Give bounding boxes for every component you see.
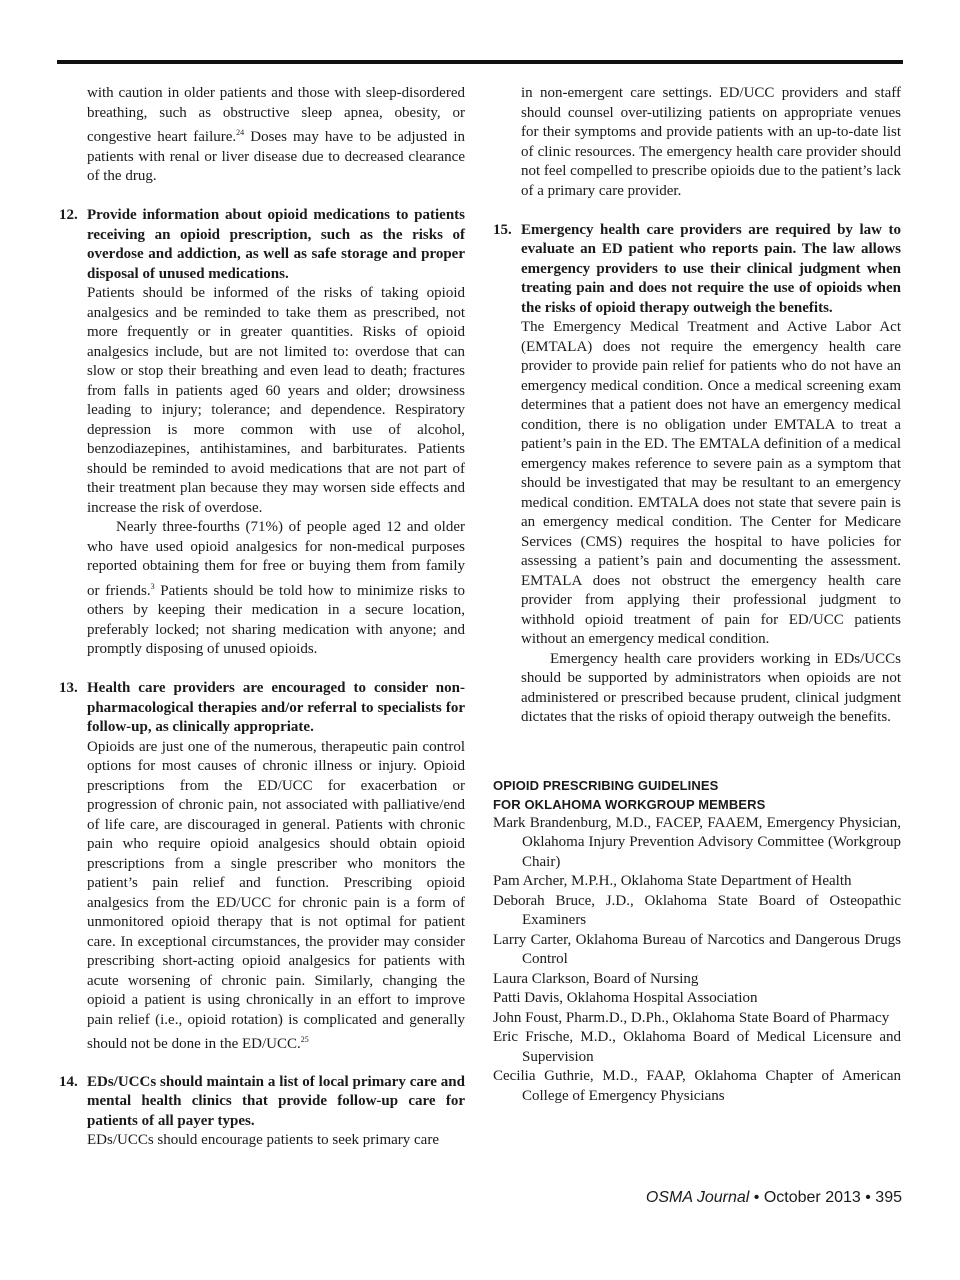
- journal-name: OSMA Journal: [645, 1189, 750, 1206]
- guideline-item-14: [59, 1073, 465, 1151]
- member-entry: Deborah Bruce, J.D., Oklahoma State Board of Osteopathic Examiners: [493, 892, 901, 928]
- item-heading: Health care providers are encouraged to consider non-pharmacological therapies and/or referral to specialists for follow-up, as clinically appropriate.: [87, 680, 465, 735]
- right-column: [493, 84, 901, 1106]
- left-column: [59, 84, 465, 1151]
- guideline-item-13: [59, 679, 465, 1055]
- section-title: OPIOID PRESCRIBING GUIDELINES: [493, 777, 719, 793]
- top-rule: [57, 60, 903, 64]
- continuation-tail: Doses may have to be adjusted in patients with renal or liver disease due to decreased clearance of the drug.: [87, 129, 465, 184]
- reference-superscript: 25: [300, 1035, 309, 1044]
- item-number: 12.: [59, 207, 78, 223]
- issue-date: October 2013: [763, 1189, 861, 1206]
- item11-continuation: [59, 84, 465, 187]
- item-heading: Provide information about opioid medications to patients receiving an opioid prescription, such as the risks of overdose and addiction, as well as safe storage and proper disposal of unused medications.: [87, 207, 465, 282]
- workgroup-section: [493, 776, 901, 1107]
- item-paragraph: EDs/UCCs should encourage patients to seek primary care: [87, 1132, 439, 1148]
- paragraph-text: Patients should be told how to minimize risks to others by keeping their medication in a secure location, preferably locked; not sharing medication with anyone; and promptly disposing of unused opioids.: [87, 582, 465, 657]
- section-title: FOR OKLAHOMA WORKGROUP MEMBERS: [493, 796, 766, 812]
- paragraph-text: Opioids are just one of the numerous, therapeutic pain control options for most causes of chronic illness or injury. Opioid prescriptions from the ED/UCC for exacerbation or progression of chronic pain, not associated with palliative/end of life care, are discouraged in general. Patients with chronic pain who require opioid analgesics should obtain opioid prescriptions from a single prescriber who monitors the patient’s pain relief and function. Prescribing opioid analgesics from the ED/UCC for chronic pain is a form of unmonitored opioid therapy that is not optimal for patient care. In exceptional circumstances, the provider may consider prescribing short-acting opioid analgesics for patients with acute worsening of chronic pain. Similarly, changing the opioid a patient is using chronically in an effort to improve pain relief (i.e., opioid rotation) is complicated and generally should not be done in the ED/UCC.: [87, 738, 465, 1052]
- guideline-item-12: [59, 206, 465, 660]
- item14-continuation: in non-emergent care settings. ED/UCC providers and staff should counsel over-utilizing patients on appropriate venues for their symptoms and provide patients with an up-to-date list of clinic resources. The emergency health care provider should not feel compelled to prescribe opioids due to the patient’s lack of a primary care provider.: [521, 85, 901, 199]
- member-entry: John Foust, Pharm.D., D.Ph., Oklahoma State Board of Pharmacy: [493, 1009, 890, 1026]
- paragraph-text: Nearly three-fourths (71%) of people aged 12 and older who have used opioid analgesics for non-medical purposes reported obtaining them for free or buying them from family or friends.: [87, 519, 465, 599]
- item-paragraph: [87, 518, 465, 660]
- item-paragraph: [87, 738, 465, 1055]
- item-paragraph: Emergency health care providers working in EDs/UCCs should be supported by administrators when opioids are not administered or prescribed because prudent, clinical judgment dictates that the risks of opioid therapy outweigh the benefits.: [521, 650, 901, 725]
- footer-separator: •: [749, 1189, 764, 1206]
- guideline-item-15: [493, 221, 901, 728]
- item-paragraph: Patients should be informed of the risks of taking opioid analgesics and be reminded to take them as prescribed, not more frequently or in greater quantities. Risks of opioid analgesics include, but are not limited to: overdose that can slow or stop their breathing and even lead to death; fractures from falls in patients aged 60 years and older; drowsiness leading to injury; tolerance; and dependence. Respiratory depression is more common with use of alcohol, benzodiazepines, antihistamines, and barbiturates. Patients should be reminded to avoid medications that are not part of their treatment plan because they may worsen side effects and increase the risk of overdose.: [87, 285, 465, 516]
- footer-separator: •: [860, 1189, 876, 1206]
- item-number: 14.: [59, 1073, 78, 1090]
- member-entry: Patti Davis, Oklahoma Hospital Association: [493, 990, 758, 1006]
- page-footer: [646, 1189, 902, 1207]
- reference-superscript: 3: [150, 581, 155, 591]
- item-heading: Emergency health care providers are required by law to evaluate an ED patient who reports pain. The law allows emergency providers to use their clinical judgment when treating pain and does not require the use of opioids when the risks of opioid therapy outweigh the benefits.: [521, 221, 901, 316]
- member-entry: Mark Brandenburg, M.D., FACEP, FAAEM, Emergency Physician, Oklahoma Injury Prevention Advisory Committee (Workgroup Chair): [493, 814, 901, 870]
- item-number: 13.: [59, 680, 78, 696]
- member-entry: Eric Frische, M.D., Oklahoma Board of Medical Licensure and Supervision: [493, 1029, 901, 1065]
- item-paragraph: The Emergency Medical Treatment and Active Labor Act (EMTALA) does not require the emergency health care provider to provide pain relief for patients who do not have an emergency medical condition. Once a medical screening exam determines that a patient does not have an emergency medical condition, there is no obligation under EMTALA to treat a patient’s pain in the ED. The EMTALA definition of a medical emergency makes reference to severe pain as a symptom that should be investigated that may be resultant to an emergency medical condition. EMTALA does not state that severe pain is an emergency medical condition. The Center for Medicare Services (CMS) requires the hospital to have policies for assessing a patient’s pain and documenting the assessment. EMTALA does not obstruct the emergency health care provider from applying their professional judgment to withhold opioid treatment of pain for ED/UCC patients without an emergency medical condition.: [521, 319, 901, 647]
- item-number: 15.: [493, 221, 512, 238]
- member-entry: Laura Clarkson, Board of Nursing: [493, 970, 699, 987]
- page-number: 395: [875, 1189, 902, 1206]
- continuation-text: with caution in older patients and those with sleep-disordered breathing, such as obstructive sleep apnea, obesity, or congestive heart failure.: [87, 85, 465, 145]
- member-entry: Cecilia Guthrie, M.D., FAAP, Oklahoma Chapter of American College of Emergency Physicians: [493, 1068, 901, 1104]
- reference-superscript: 24: [236, 128, 245, 137]
- member-entry: Larry Carter, Oklahoma Bureau of Narcotics and Dangerous Drugs Control: [493, 931, 901, 967]
- member-entry: Pam Archer, M.P.H., Oklahoma State Department of Health: [493, 873, 852, 889]
- item-heading: EDs/UCCs should maintain a list of local primary care and mental health clinics that provide follow-up care for patients of all payer types.: [87, 1073, 465, 1129]
